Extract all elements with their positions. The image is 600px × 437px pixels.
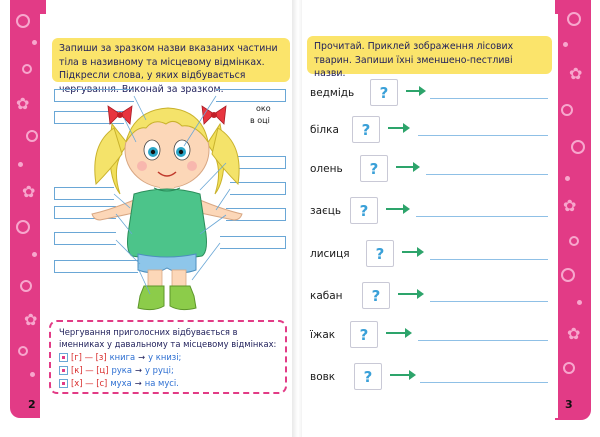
rule-row (59, 351, 277, 363)
right-task-instructions (307, 36, 552, 79)
animal-row (310, 282, 550, 312)
animal-row (310, 155, 550, 185)
animal-row (310, 79, 550, 109)
rule-example: муха (110, 378, 132, 388)
circle-decoration (561, 268, 575, 282)
star-decoration: ✿ (567, 324, 581, 343)
sticker-placeholder[interactable]: ? (354, 363, 382, 390)
dot-decoration (565, 176, 570, 181)
right-page-number: 3 (565, 398, 573, 411)
dot-decoration (30, 372, 35, 377)
circle-decoration (22, 64, 32, 74)
rule-result: у книзі; (148, 352, 182, 362)
arrow-icon (388, 127, 408, 129)
bullet-icon (59, 379, 68, 388)
arrow-icon (396, 166, 418, 168)
star-decoration: ✿ (569, 64, 583, 83)
answer-line[interactable] (430, 259, 548, 260)
sticker-placeholder[interactable]: ? (370, 79, 398, 106)
grammar-rule-box (49, 320, 287, 394)
star-decoration: ✿ (24, 310, 38, 329)
left-page-number: 2 (28, 398, 36, 411)
animal-row (310, 197, 550, 227)
arrow-icon (406, 90, 424, 92)
sample-nominative: око (256, 104, 271, 113)
sticker-placeholder[interactable]: ? (350, 197, 378, 224)
answer-line[interactable] (420, 382, 548, 383)
dot-decoration (563, 42, 568, 47)
star-decoration: ✿ (22, 182, 36, 201)
star-decoration: ✿ (16, 94, 30, 113)
rule-arrow: → (138, 352, 146, 362)
doll-illustration-area (50, 84, 290, 320)
answer-line[interactable] (416, 216, 548, 217)
animal-word: їжак (310, 329, 336, 341)
arrow-icon (390, 374, 414, 376)
right-task-text: Прочитай. Приклей зображення лісових тварин. Запиши їхні зменшено-пестливі назви. (314, 41, 514, 79)
animal-row (310, 321, 550, 351)
circle-decoration (20, 280, 32, 292)
answer-line[interactable] (430, 98, 548, 99)
answer-line[interactable] (426, 174, 548, 175)
answer-line[interactable] (430, 301, 548, 302)
bullet-icon (59, 366, 68, 375)
circle-decoration (563, 362, 575, 374)
sticker-placeholder[interactable]: ? (362, 282, 390, 309)
circle-decoration (569, 236, 579, 246)
sticker-placeholder[interactable]: ? (350, 321, 378, 348)
rule-result: на мусі. (144, 378, 179, 388)
animal-row (310, 116, 550, 146)
arrow-icon (386, 332, 410, 334)
sample-locative: в оці (250, 116, 270, 125)
animal-word: білка (310, 124, 339, 136)
dot-decoration (32, 252, 37, 257)
arrow-icon (402, 251, 422, 253)
rule-row (59, 377, 277, 389)
rule-arrow: → (134, 378, 142, 388)
star-decoration: ✿ (563, 196, 577, 215)
circle-decoration (571, 140, 585, 154)
rule-example: рука (111, 365, 132, 375)
animal-row (310, 240, 550, 270)
sticker-placeholder[interactable]: ? (360, 155, 388, 182)
circle-decoration (567, 12, 581, 26)
circle-decoration (16, 14, 30, 28)
right-pink-border (555, 0, 591, 420)
animal-word: вовк (310, 371, 336, 383)
left-task-instructions (52, 38, 290, 95)
answer-line[interactable] (418, 135, 548, 136)
rule-pair: [к] — [ц] (71, 365, 109, 375)
circle-decoration (18, 346, 28, 356)
rule-example: книга (109, 352, 136, 362)
doll-picture (50, 84, 290, 320)
rule-intro: Чергування приголосних відбувається в іменниках у давальному та місцевому відмінках: (59, 327, 277, 349)
animal-word: кабан (310, 290, 343, 302)
rule-pair: [х] — [с] (71, 378, 108, 388)
animal-word: ведмідь (310, 87, 355, 99)
sticker-placeholder[interactable]: ? (366, 240, 394, 267)
dot-decoration (18, 162, 23, 167)
bullet-icon (59, 353, 68, 362)
sticker-placeholder[interactable]: ? (352, 116, 380, 143)
animal-row (310, 363, 550, 393)
dot-decoration (577, 300, 582, 305)
circle-decoration (16, 220, 30, 234)
rule-pair: [г] — [з] (71, 352, 107, 362)
animal-word: лисиця (310, 248, 350, 260)
book-spine (292, 0, 302, 437)
rule-arrow: → (135, 365, 143, 375)
answer-line[interactable] (418, 340, 548, 341)
arrow-icon (386, 208, 408, 210)
circle-decoration (561, 104, 573, 116)
dot-decoration (32, 40, 37, 45)
left-task-text: Запиши за зразком назви вказаних частини тіла в називному та місцевому відмінках. Підкресли слова, у яких відбувається чергування. Виконай за зразком. (59, 43, 278, 95)
circle-decoration (26, 130, 38, 142)
animal-word: заєць (310, 205, 342, 217)
animal-word: олень (310, 163, 343, 175)
arrow-icon (398, 293, 422, 295)
rule-result: у руці; (145, 365, 174, 375)
rule-row (59, 364, 277, 376)
